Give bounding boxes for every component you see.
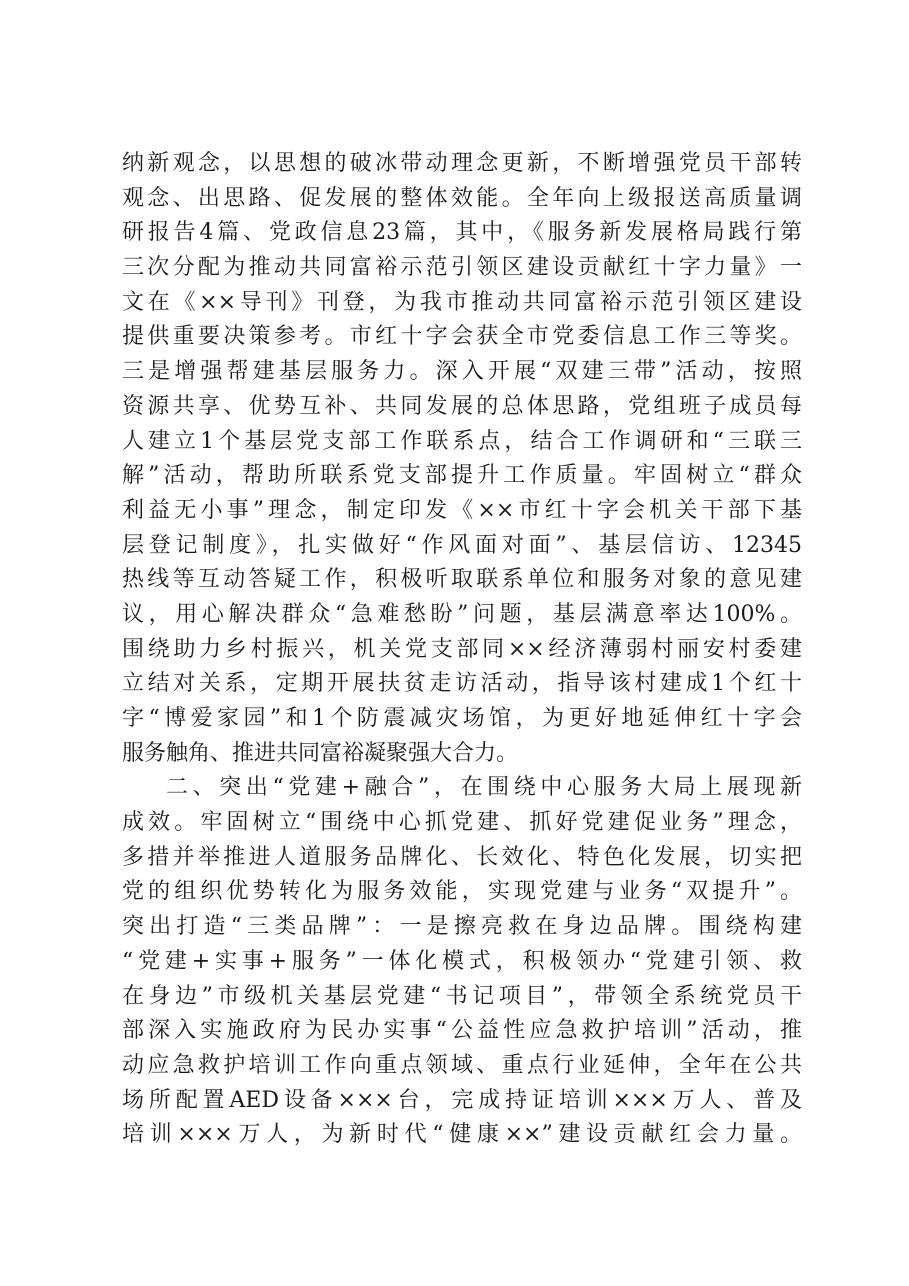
- text-line: 三是增强帮建基层服务力。深入开展“双建三带”活动，按照: [122, 359, 802, 385]
- text-line: 解”活动，帮助所联系党支部提升工作质量。牢固树立“群众: [122, 463, 802, 489]
- text-line: 成效。牢固树立“围绕中心抓党建、抓好党建促业务”理念，: [122, 810, 802, 836]
- text-line: 研报告4篇、党政信息23篇，其中，《服务新发展格局践行第: [122, 220, 802, 246]
- text-line: 培训×××万人，为新时代“健康××”建设贡献红会力量。: [122, 1122, 802, 1148]
- text-line: 在身边”市级机关基层党建“书记项目”，带领全系统党员干: [122, 983, 802, 1009]
- text-line: 纳新观念，以思想的破冰带动理念更新，不断增强党员干部转: [122, 151, 802, 176]
- text-line: 字“博爱家园”和1个防震减灾场馆，为更好地延伸红十字会: [122, 706, 802, 731]
- text-line: 观念、出思路、促发展的整体效能。全年向上级报送高质量调: [122, 185, 802, 211]
- text-line: 场所配置AED设备×××台，完成持证培训×××万人、普及: [122, 1087, 802, 1113]
- text-line: 人建立1个基层党支部工作联系点，结合工作调研和“三联三: [122, 428, 802, 454]
- text-line: 立结对关系，定期开展扶贫走访活动，指导该村建成1个红十: [122, 671, 802, 697]
- text-line: 多措并举推进人道服务品牌化、长效化、特色化发展，切实把: [122, 844, 802, 870]
- text-line: 热线等互动答疑工作，积极听取联系单位和服务对象的意见建: [122, 567, 802, 593]
- text-line: 动应急救护培训工作向重点领域、重点行业延伸，全年在公共: [122, 1052, 802, 1078]
- text-line: 围绕助力乡村振兴，机关党支部同××经济薄弱村丽安村委建: [122, 636, 802, 662]
- text-line: 层登记制度》，扎实做好“作风面对面”、基层信访、12345: [122, 532, 802, 558]
- document-body: [122, 147, 802, 1153]
- text-line: 资源共享、优势互补、共同发展的总体思路，党组班子成员每: [122, 393, 802, 419]
- paragraph-start-line: 二、突出“党建+融合”，在围绕中心服务大局上展现新: [166, 775, 802, 801]
- text-line: 议，用心解决群众“急难愁盼”问题，基层满意率达100%。: [122, 601, 802, 627]
- text-line: 文在《××导刊》刊登，为我市推动共同富裕示范引领区建设: [122, 289, 802, 315]
- text-line: 提供重要决策参考。市红十字会获全市党委信息工作三等奖。: [122, 324, 802, 350]
- text-line: 三次分配为推动共同富裕示范引领区建设贡献红十字力量》一: [122, 255, 802, 281]
- text-line: 部深入实施政府为民办实事“公益性应急救护培训”活动，推: [122, 1018, 802, 1044]
- text-line: 服务触角、推进共同富裕凝聚强大合力。: [122, 740, 519, 766]
- text-line: 利益无小事”理念，制定印发《××市红十字会机关干部下基: [122, 497, 802, 523]
- text-line: 突出打造“三类品牌”：一是擦亮救在身边品牌。围绕构建: [122, 914, 802, 940]
- text-line: 党的组织优势转化为服务效能，实现党建与业务“双提升”。: [122, 879, 802, 905]
- text-line: “党建+实事+服务”一体化模式，积极领办“党建引领、救: [122, 948, 802, 974]
